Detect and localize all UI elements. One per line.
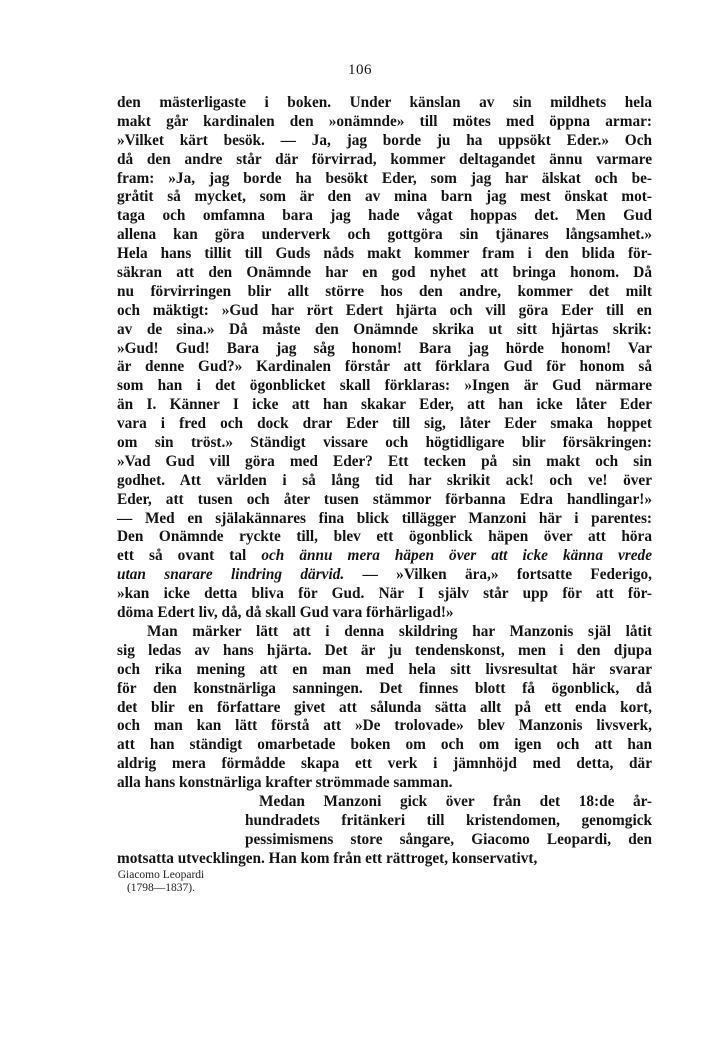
text-line: godhet. Att världen i så lång tid har skrikit ack! och ve! över — [117, 471, 652, 489]
text-line: att han ständigt omarbetade boken om och om igen och att han — [117, 736, 652, 754]
text-line: det blir en författare givet att sålunda sätta allt på ett enda kort, — [117, 698, 652, 716]
text-line: pessimismens store sångare, Giacomo Leopardi, den — [245, 830, 652, 848]
text-line: fram: »Ja, jag borde ha besökt Eder, som jag har älskat och be- — [117, 169, 652, 187]
body-text — [117, 94, 652, 869]
marginal-note-years: (1798—1837). — [126, 882, 196, 894]
text-line: gråtit så mycket, som är den av mina barn jag mest önskat mot- — [117, 188, 652, 206]
text-line: och man kan lätt förstå att »De trolovade» blev Manzonis livsverk, — [117, 717, 652, 735]
text-line: är denne Gud?» Kardinalen förstår att förklara Gud för honom så — [117, 358, 652, 376]
text-line: hundradets fritänkeri till kristendomen, genomgick — [245, 811, 652, 829]
text-line: — Med en själakännares fina blick tillägger Manzoni här i parentes: — [117, 509, 652, 527]
text-line: motsatta utvecklingen. Han kom från ett rättroget, konservativt, — [117, 849, 538, 867]
text-line: Medan Manzoni gick över från det 18:de år- — [259, 792, 652, 810]
paragraph-1 — [117, 94, 652, 547]
text-line: Man märker lätt att i denna skildring har Manzonis själ låtit — [147, 622, 652, 640]
text-line: aldrig mera förmådde skapa ett verk i jämnhöjd med detta, där — [117, 755, 652, 773]
text-line: alla hans konstnärliga krafter strömmade samman. — [117, 774, 453, 792]
page-number: 106 — [348, 62, 372, 78]
text-line: »Vad Gud vill göra med Eder? Ett tecken på sin makt och sin — [117, 452, 652, 470]
paragraph-1-end — [117, 585, 652, 623]
text-line: Eder, att tusen och åter tusen stämmor förbanna Edra handlingar!» — [117, 490, 652, 508]
text-line: döma Edert liv, då, då skall Gud vara förhärligad!» — [117, 604, 454, 622]
text-line: nu förvirringen blir allt större hos den andre, kommer det milt — [117, 282, 652, 300]
marginal-note-name: Giacomo Leopardi — [117, 869, 205, 881]
paragraph-3 — [117, 793, 652, 850]
text-line: taga och omfamna bara jag hade vågat hoppas det. Men Gud — [117, 207, 652, 225]
text-line: och rika mening att en man med hela sitt livsresultat här svarar — [117, 660, 652, 678]
text-line: sig ledas av hans hjärta. Det är ju tendenskonst, men i den djupa — [117, 641, 652, 659]
text-line: allena kan göra underverk och gottgöra sin tjänares långsamhet.» — [117, 226, 652, 244]
text-line: »kan icke detta bliva för Gud. När I själv står upp för att för- — [117, 585, 652, 603]
text-line: Hela hans tillit till Guds nåds makt kommer fram i den blida för- — [117, 245, 652, 263]
text-line: om sin tröst.» Ständigt vissare och högtidligare blir försäkringen: — [117, 434, 652, 452]
text-line: ett så ovant tal och ännu mera häpen över att icke känna vrede — [117, 547, 652, 565]
text-line: »Vilket kärt besök. — Ja, jag borde ju ha uppsökt Eder.» Och — [117, 131, 652, 149]
text-line: säkran att den Onämnde har en god nyhet att bringa honom. Då — [117, 264, 652, 282]
paragraph-2 — [117, 623, 652, 793]
text-line: vara i fred och dock drar Eder till sig, låter Eder smaka hoppet — [117, 415, 652, 433]
text-line: utan snarare lindring därvid. — »Vilken ära,» fortsatte Federigo, — [117, 566, 652, 584]
text-line: den mästerligaste i boken. Under känslan av sin mildhets hela — [117, 94, 652, 111]
text-line: Den Onämnde ryckte till, blev ett ögonblick häpen över att höra — [117, 528, 652, 546]
text-line: »Gud! Gud! Bara jag såg honom! Bara jag hörde honom! Var — [117, 339, 652, 357]
text-line: då den andre står där förvirrad, kommer deltagandet ännu varmare — [117, 150, 652, 168]
text-line: för den konstnärliga sanningen. Det finnes blott få ögonblick, då — [117, 679, 652, 697]
text-line: makt går kardinalen den »onämnde» till mötes med öppna armar: — [117, 112, 652, 130]
marginal-note — [86, 869, 236, 895]
text-line: än I. Känner I icke att han skakar Eder, att han icke låter Eder — [117, 396, 652, 414]
text-line: som han i det ögonblicket skall förklaras: »Ingen är Gud närmare — [117, 377, 652, 395]
text-line: och mäktigt: »Gud har rört Edert hjärta och vill göra Eder till en — [117, 301, 652, 319]
text-line: av de sina.» Då måste den Onämnde skrika ut sitt hjärtas skrik: — [117, 320, 652, 338]
